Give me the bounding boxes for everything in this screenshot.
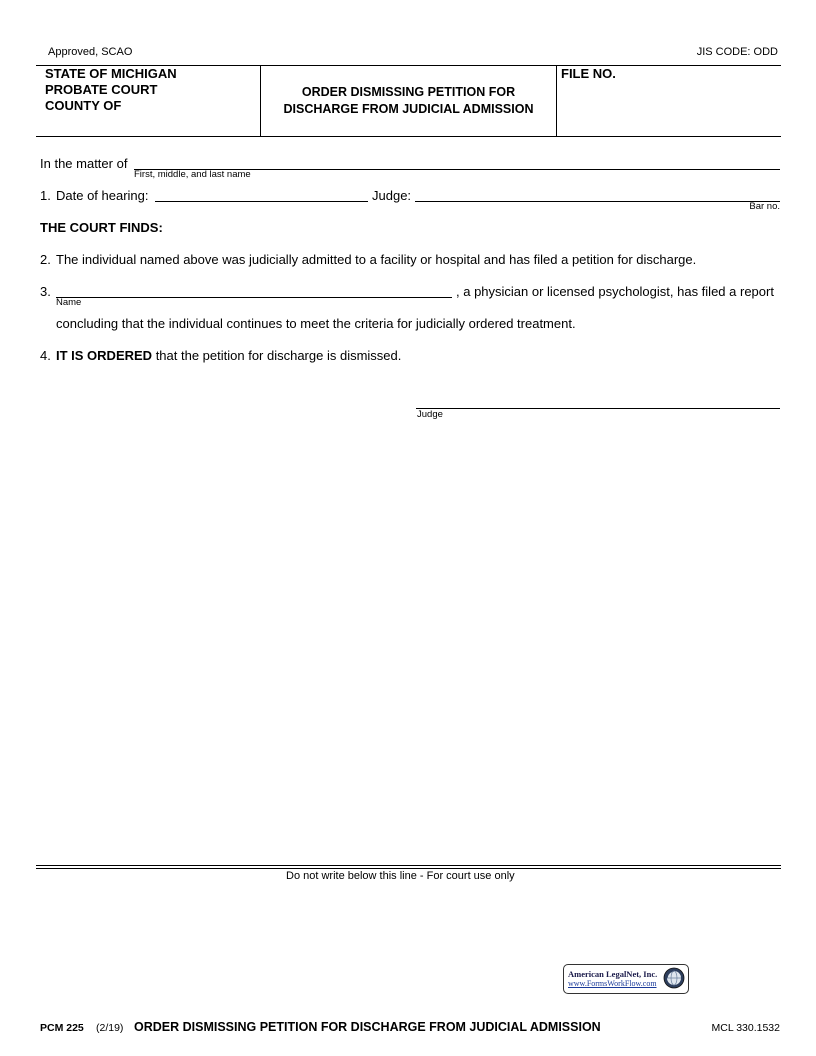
signature-caption: Judge — [417, 409, 443, 420]
bar-no-caption: Bar no. — [749, 201, 780, 212]
mcl-reference: MCL 330.1532 — [711, 1022, 780, 1034]
item4-ordered-label: IT IS ORDERED — [56, 348, 153, 363]
file-no-label: FILE NO. — [561, 66, 616, 81]
court-use-notice: Do not write below this line - For court use only — [286, 870, 515, 882]
item2-number: 2. — [40, 252, 51, 267]
item1-number: 1. — [40, 188, 51, 203]
logo-company-name: American LegalNet, Inc. — [568, 969, 658, 979]
header-bottom-rule — [36, 136, 781, 137]
item4-number: 4. — [40, 348, 51, 363]
court-identification — [45, 66, 177, 114]
court-use-rule-bottom — [36, 868, 781, 869]
hearing-date-field[interactable] — [155, 185, 368, 202]
jis-code-text: JIS CODE: ODD — [696, 46, 778, 58]
footer-form-title: ORDER DISMISSING PETITION FOR DISCHARGE FROM JUDICIAL ADMISSION — [134, 1020, 601, 1034]
matter-name-caption: First, middle, and last name — [134, 169, 251, 180]
judge-label: Judge: — [372, 188, 412, 203]
matter-name-field[interactable] — [134, 153, 780, 170]
form-title-block — [261, 84, 556, 118]
item4-text — [56, 348, 401, 363]
approved-text: Approved, SCAO — [48, 46, 133, 58]
form-title-line2: DISCHARGE FROM JUDICIAL ADMISSION — [283, 102, 534, 116]
item3-continuation-text: concluding that the individual continues to meet the criteria for judicially ordered treatment. — [56, 316, 576, 331]
court-state: STATE OF MICHIGAN — [45, 66, 177, 81]
form-title-line1: ORDER DISMISSING PETITION FOR — [301, 85, 516, 99]
court-county: COUNTY OF — [45, 98, 122, 113]
item3-suffix-text: , a physician or licensed psychologist, has filed a report — [456, 284, 774, 299]
court-finds-heading: THE COURT FINDS: — [40, 220, 163, 235]
form-revision-date: (2/19) — [96, 1022, 124, 1034]
header-divider-right — [556, 65, 557, 136]
physician-name-field[interactable] — [56, 281, 452, 298]
court-name: PROBATE COURT — [45, 82, 158, 97]
legalnet-logo[interactable] — [563, 964, 689, 994]
court-use-rule-top — [36, 865, 781, 866]
form-code: PCM 225 — [40, 1022, 84, 1034]
item2-text: The individual named above was judicially admitted to a facility or hospital and has filed a petition for discharge. — [56, 252, 697, 267]
item4-order-text: that the petition for discharge is dismissed. — [152, 348, 402, 363]
globe-icon — [663, 967, 685, 989]
item3-number: 3. — [40, 284, 51, 299]
hearing-date-label: Date of hearing: — [56, 188, 149, 203]
file-no-field[interactable] — [558, 84, 780, 134]
judge-signature-field[interactable] — [416, 392, 780, 409]
logo-website: www.FormsWorkFlow.com — [568, 979, 657, 988]
judge-name-field[interactable] — [415, 185, 780, 202]
physician-name-caption: Name — [56, 297, 82, 308]
matter-label: In the matter of — [40, 156, 128, 171]
